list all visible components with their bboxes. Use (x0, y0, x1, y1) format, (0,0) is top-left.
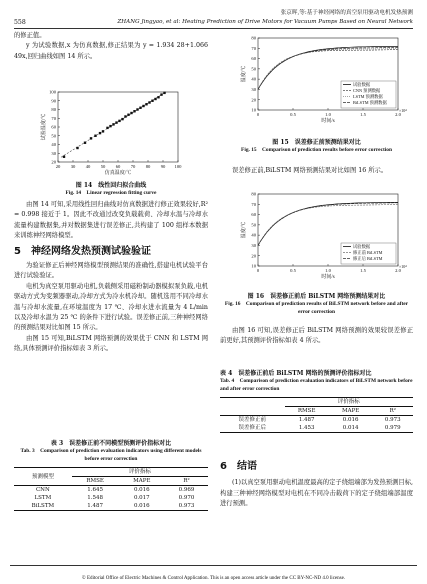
y-tick-label: 10 (251, 107, 256, 113)
data-point (139, 107, 141, 109)
paragraph: 为验证修正后神经网络模型预测结果的准确性,搭建电机试验平台进行试验验证。 (14, 262, 208, 280)
x-tick-label: 30 (70, 164, 76, 169)
table-row (220, 416, 413, 425)
paragraph: (1)以真空泵用驱动电机温度最高的定子绕组端部为发热预测目标,构建三种神经网络模型对电机在不同冷击载荷下的定子绕组端部温度进行预测。 (220, 479, 413, 508)
table-header: MAPE (133, 478, 151, 485)
table-cell: 0.969 (178, 487, 195, 494)
y-tick-label: 20 (51, 159, 56, 165)
license-footer: © Editorial Office of Electric Machines & Control Application. This is an open access article under the CC BY-NC-ND 4.0 license. (81, 576, 346, 581)
data-point (84, 142, 86, 144)
table-cell: 0.017 (133, 495, 150, 502)
x-tick-label: 80 (145, 164, 151, 169)
table-header: 评价指标 (72, 468, 208, 477)
data-point (76, 147, 78, 149)
y-tick-label: 70 (251, 45, 256, 51)
table-header: R² (183, 478, 190, 485)
table-cell: 0.973 (384, 417, 401, 424)
table-cell: 0.973 (178, 503, 195, 510)
table3-grid (14, 467, 208, 511)
footer-rule (10, 565, 417, 566)
paragraph: 电机为真空泵用驱动电机,负载侧采用磁粉制动器模拟泵负载,电机驱动方式为变频器驱动,冷却方式为冷水机冷却。随机选用不同冷却水温与冷却水流量,在环境温度为 17 ℃、冷却水进水流量为 4 L/min 以及冷却水温为 25 ℃ 的条件下进行试验。误差修正前,三种神经网络的预测结果对比如图 15 所示。 (14, 282, 208, 332)
right-column-body (220, 326, 413, 347)
x-tick-label: 0.5 (290, 112, 296, 117)
section-number: 6 (220, 461, 227, 472)
data-point (148, 101, 150, 103)
x-axis-label: 时间/s (321, 275, 335, 280)
data-point (63, 156, 65, 158)
x-tick-label: 1.0 (325, 112, 331, 117)
x-tick-label: 50 (100, 164, 106, 169)
data-point (106, 127, 108, 129)
y-axis-label: 温度/℃ (242, 221, 247, 239)
x-axis-exponent: ×10⁴ (399, 108, 407, 113)
table-cell: 误差修正后 (238, 425, 267, 432)
section-5-heading (14, 247, 208, 257)
fig15-caption-en: Fig. 15 Comparison of prediction results before error correction (241, 147, 392, 153)
table-header: RMSE (86, 478, 104, 485)
left-column-body (14, 200, 208, 355)
x-axis-label: 仿真温度/℃ (104, 171, 132, 176)
y-tick-label: 100 (49, 89, 56, 95)
data-point (133, 110, 135, 112)
paragraph: 由图 14 可知,采用线性回归曲线对仿真数据进行修正效果较好,R² = 0.998 接近于 1。因此不改通过改变负载载荷、冷却水温与冷却水流量构建数据集,并对数据集进行误差修正,共构建了 100 组样本数据来训练神经网络模型。 (14, 201, 208, 240)
x-tick-label: 90 (160, 164, 166, 169)
y-tick-label: 80 (251, 191, 256, 197)
x-tick-label: 2.0 (395, 112, 401, 117)
y-tick-label: 20 (251, 97, 256, 103)
fig15-line-chart (232, 34, 410, 136)
data-point (124, 115, 126, 117)
y-axis-label: 温度/℃ (242, 65, 247, 83)
data-point (142, 105, 144, 107)
table4-grid (220, 397, 413, 433)
y-tick-label: 30 (251, 87, 256, 93)
x-tick-label: 1.5 (360, 112, 366, 117)
y-tick-label: 80 (251, 35, 256, 41)
y-tick-label: 40 (51, 142, 56, 148)
table-cell: 0.979 (384, 425, 401, 432)
y-tick-label: 30 (51, 150, 56, 156)
y-tick-label: 70 (251, 201, 256, 207)
plot-frame (58, 92, 178, 162)
x-tick-label: 0.5 (290, 268, 296, 273)
y-tick-label: 50 (51, 133, 56, 139)
paragraph: 的修正值。 (14, 32, 46, 39)
y-tick-label: 50 (251, 222, 256, 228)
running-header-en: ZHANG Jingyao, et al: Heating Prediction of Drive Motors for Vacuum Pumps Based on Neural Network (117, 19, 413, 25)
table-3 (14, 440, 208, 511)
legend-label: 试验数据 (353, 244, 371, 249)
y-tick-label: 60 (51, 124, 56, 130)
section-title: 结语 (236, 461, 257, 472)
section-number: 5 (14, 245, 21, 257)
fig16-caption-en: Fig. 16 Comparison of prediction results of BiLSTM network before and after error correction (224, 301, 409, 315)
y-tick-label: 60 (251, 56, 256, 62)
table-cell: BiLSTM (31, 503, 55, 510)
fig14-caption-en: Fig. 14 Linear regression fitting curve (65, 190, 157, 196)
table-4 (220, 370, 413, 433)
data-point (118, 120, 120, 122)
y-tick-label: 10 (251, 263, 256, 269)
y-tick-label: 90 (51, 98, 56, 104)
legend-label: 修正前 BiLSTM (353, 250, 383, 255)
table3-caption-cn: 表 3 误差修正前不同模型预测评价指标对比 (50, 440, 172, 447)
table-cell: 0.016 (133, 487, 150, 494)
series-line (258, 204, 398, 245)
x-tick-label: 2.0 (395, 268, 401, 273)
y-tick-label: 30 (251, 243, 256, 249)
x-tick-label: 60 (115, 164, 121, 169)
x-tick-label: 1.0 (325, 268, 331, 273)
table-cell: 1.487 (87, 503, 104, 510)
section-title: 神经网络发热预测试验验证 (30, 245, 151, 257)
running-header-cn: 张京晖,等:基于神经网络的真空泵用驱动电机发热预测 (280, 10, 413, 16)
table-header: R² (389, 408, 396, 415)
legend-label: 试验数据 (353, 82, 371, 87)
table-cell: 0.016 (342, 417, 359, 424)
fig14-caption-cn: 图 14 线性回归拟合曲线 (75, 182, 147, 189)
table-cell: LSTM (34, 495, 52, 502)
data-point (130, 112, 132, 114)
data-point (94, 135, 96, 137)
y-tick-label: 80 (51, 107, 56, 113)
left-column (14, 31, 208, 62)
table3-caption-en: Tab. 3 Comparison of prediction evaluation indicators using different models before error correction (20, 448, 202, 462)
table-row (14, 494, 208, 502)
x-tick-label: 70 (130, 164, 136, 169)
table-cell: 误差修正前 (238, 417, 267, 424)
data-point (145, 103, 147, 105)
table-cell: CNN (35, 487, 50, 494)
x-tick-label: 1.5 (360, 268, 366, 273)
table-header: MAPE (341, 408, 360, 415)
data-point (154, 98, 156, 100)
data-point (115, 121, 117, 123)
legend-label: 修正后 BiLSTM (353, 256, 383, 261)
data-point (90, 137, 92, 139)
x-tick-label: 20 (55, 164, 61, 169)
x-axis-label: 时间/s (321, 119, 335, 124)
y-tick-label: 70 (51, 115, 56, 121)
legend-label: LSTM 预测数据 (353, 94, 383, 99)
table-header (220, 398, 285, 416)
table-row (14, 502, 208, 511)
x-tick-label: 100 (174, 164, 182, 169)
table-cell: 1.548 (87, 495, 104, 502)
paragraph: 由图 15 可知,BiLSTM 网络预测的效果优于 CNN 和 LSTM 网络,具体预测评价指标如表 3 所示。 (14, 334, 208, 353)
data-point (112, 123, 114, 125)
y-tick-label: 40 (251, 232, 256, 238)
data-point (163, 92, 165, 94)
x-axis-exponent: ×10⁴ (399, 264, 407, 269)
section-6-heading (220, 462, 413, 472)
data-point (127, 114, 129, 116)
table-cell: 1.487 (298, 417, 315, 424)
table-cell: 0.014 (342, 425, 359, 432)
y-axis-label: 试验温度/℃ (42, 113, 47, 141)
paragraph: 由图 16 可知,误差修正后 BiLSTM 网络预测的效果较误差修正前更好,其预测评价指标如表 4 所示。 (220, 327, 413, 345)
series-line (258, 202, 398, 245)
data-point (151, 100, 153, 102)
fig16-caption-cn: 图 16 误差修正前后 BiLSTM 网络预测结果对比 (247, 293, 386, 300)
paragraph: 误差修正前,BiLSTM 网络预测结果对比如图 16 所示。 (232, 167, 388, 174)
table-cell: 1.645 (87, 487, 104, 494)
legend-label: BiLSTM 预测数据 (353, 100, 387, 105)
data-point (136, 108, 138, 110)
data-point (102, 130, 104, 132)
table-header: RMSE (297, 408, 316, 415)
fig14-scatter-chart (32, 88, 192, 180)
table-header: 评价指标 (285, 398, 413, 407)
table-header: 预测模型 (14, 468, 72, 486)
data-point (160, 93, 162, 95)
fig15-caption-cn: 图 15 误差修正前预测结果对比 (272, 139, 361, 146)
data-point (99, 132, 101, 134)
table-cell: 1.453 (298, 425, 315, 432)
right-column-conclusion (220, 462, 413, 510)
data-point (157, 96, 159, 98)
fig16-line-chart (232, 190, 410, 290)
table-row (220, 424, 413, 433)
header-rule (14, 28, 413, 29)
table-cell: 0.016 (133, 503, 150, 510)
y-tick-label: 20 (251, 253, 256, 259)
y-tick-label: 40 (251, 76, 256, 82)
right-column-text (220, 166, 413, 176)
y-tick-label: 60 (251, 212, 256, 218)
series-line (258, 203, 398, 246)
x-tick-label: 40 (85, 164, 91, 169)
paragraph: y 为试验数据,x 为仿真数据,修正结果为 y = 1.934 28+1.066 49x,回归曲线如图 14 所示。 (14, 42, 208, 60)
data-point (121, 118, 123, 120)
legend-label: CNN 预测数据 (353, 88, 381, 93)
page-number: 558 (14, 19, 26, 26)
table-row (14, 486, 208, 495)
table-cell: 0.970 (178, 495, 195, 502)
data-point (109, 125, 111, 127)
table4-caption-en: Tab. 4 Comparison of prediction evaluation indicators of BiLSTM network before and after error correction (220, 378, 413, 392)
table4-caption-cn: 表 4 误差修正前后 BiLSTM 网络的预测评价指标对比 (220, 370, 372, 377)
x-tick-label: 0 (256, 112, 260, 117)
y-tick-label: 50 (251, 66, 256, 72)
x-tick-label: 0 (256, 268, 260, 273)
